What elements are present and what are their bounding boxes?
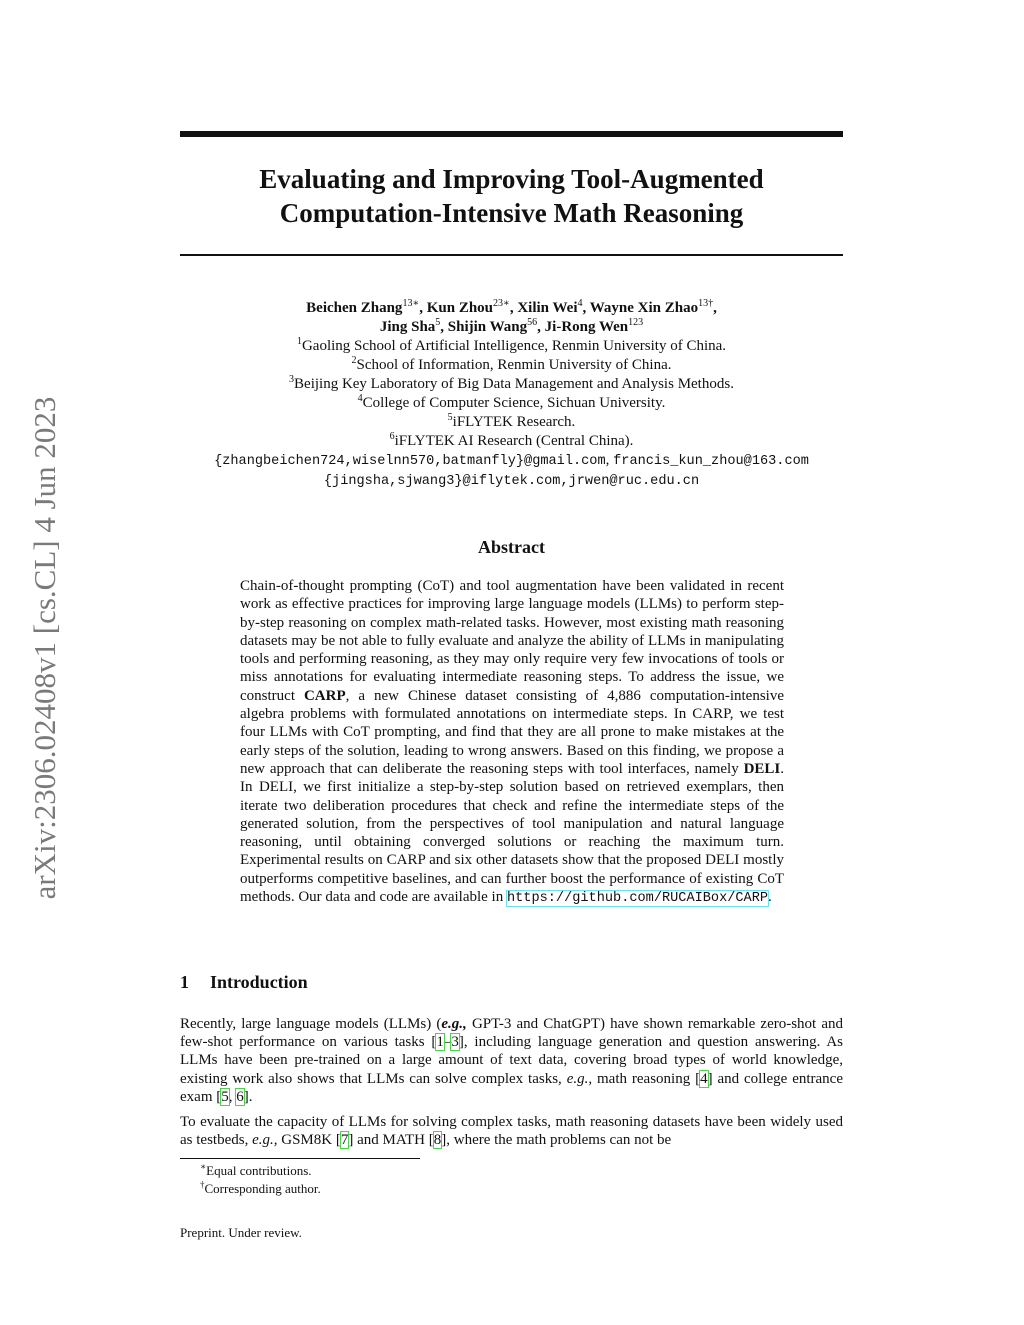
author-sep: , [509, 300, 518, 316]
title-line-1: Evaluating and Improving Tool-Augmented [259, 164, 764, 194]
preprint-notice: Preprint. Under review. [180, 1225, 302, 1240]
carp-term: CARP [303, 687, 346, 704]
author-name: Wayne Xin Zhao [589, 300, 699, 316]
footnotes [200, 1162, 800, 1198]
footnote [200, 1180, 800, 1198]
affiliation [180, 413, 843, 432]
footnote-text: Equal contributions. [206, 1163, 312, 1178]
author-affil: 123 [628, 317, 644, 328]
intro-text: – [443, 1034, 452, 1051]
author-name: Beichen Zhang [306, 300, 403, 316]
intro-text: , [228, 1088, 237, 1105]
citation-link[interactable]: 5 [221, 1088, 229, 1105]
affiliation-text: iFLYTEK Research. [452, 414, 576, 430]
author-name: Shijin Wang [447, 319, 528, 335]
author-name: Xilin Wei [517, 300, 578, 316]
author-affil: 13† [698, 298, 714, 309]
intro-paragraph [180, 1015, 843, 1106]
citation-link[interactable]: 3 [451, 1034, 459, 1051]
affiliation-mark: 5 [447, 412, 453, 423]
intro-text: GPT-3 and ChatGPT) have shown remarkable zero-shot and few-shot performance on various tasks [ [180, 1016, 843, 1051]
footnote [200, 1162, 800, 1180]
affiliation [180, 394, 843, 413]
author-line-1 [180, 299, 843, 318]
intro-text: ], where the math problems can not be [441, 1132, 672, 1149]
intro-text: ]. [243, 1088, 253, 1105]
intro-text: To evaluate the capacity of LLMs for solving complex tasks, math reasoning datasets have been widely used as testbeds, [180, 1114, 843, 1149]
github-link[interactable]: https://github.com/RUCAIBox/CARP [506, 891, 769, 907]
citation-link[interactable]: 1 [436, 1034, 444, 1051]
author-sep: , [419, 300, 427, 316]
citation-link[interactable]: 8 [433, 1132, 442, 1149]
email-group: {zhangbeichen724,wiselnn570,batmanfly}@gmail.com [214, 454, 606, 469]
title-top-rule [180, 131, 843, 137]
author-sep: , [537, 319, 545, 335]
introduction-body [180, 1015, 843, 1156]
abstract-text: . [768, 889, 772, 906]
author-name: Ji-Rong Wen [544, 319, 629, 335]
abstract-text: . In DELI, we first initialize a step-by-step solution based on retrieved exemplars, then iterate two deliberation procedures that check and refine the intermediate steps of the generated solution, from the perspectives of tool manipulation and natural language reasoning, until obtaining converged solutions or reaching the maximum turn. Experimental results on CARP and six other datasets show that the proposed DELI mostly outperforms competitive baselines, and can further boost the performance of existing CoT methods. Our data and code are available in [240, 760, 784, 906]
affiliation [180, 375, 843, 394]
footnote-mark: ∗ [200, 1161, 207, 1172]
author-block [180, 299, 843, 491]
author-line-2 [180, 318, 843, 337]
citation-link[interactable]: 6 [236, 1088, 244, 1105]
footnote-text: Corresponding author. [204, 1181, 321, 1196]
abstract-text: Chain-of-thought prompting (CoT) and tool augmentation have been validated in recent work as effective practices for improving large language models (LLMs) to perform step-by-step reasoning on complex math-related tasks. However, most existing math reasoning datasets may be not able to fully evaluate and analyze the ability of LLMs in manipulating tools and performing reasoning, as they may only require very few invocations of tools or miss annotations for evaluating intermediate reasoning steps. To address the issue, we construct [240, 578, 784, 704]
author-sep: , [582, 300, 590, 316]
title-line-2: Computation-Intensive Math Reasoning [279, 198, 744, 228]
footnote-mark: † [200, 1179, 205, 1190]
email-address: francis_kun_zhou@163.com [613, 454, 809, 469]
email-line-2 [180, 471, 843, 491]
citation-link[interactable]: 4 [700, 1070, 708, 1087]
affiliation-text: iFLYTEK AI Research (Central China). [394, 433, 634, 449]
section-number: 1 [180, 972, 189, 992]
intro-text: math reasoning [ [592, 1070, 701, 1087]
affiliation [180, 432, 843, 451]
abstract-body [240, 577, 784, 908]
title-bottom-rule [180, 254, 843, 256]
intro-emphasis: e.g., [566, 1070, 593, 1087]
paper-title [180, 162, 843, 230]
email-group: {jingsha,sjwang3}@iflytek.com,jrwen@ruc.edu.cn [323, 474, 700, 489]
abstract-heading: Abstract [478, 537, 545, 557]
intro-text: ] and MATH [ [348, 1132, 434, 1149]
section-title: Introduction [210, 972, 308, 992]
affiliation-mark: 6 [389, 431, 395, 442]
affiliation-text: School of Information, Renmin University of China. [356, 357, 672, 373]
citation-link[interactable]: 7 [340, 1132, 349, 1149]
intro-text: Recently, large language models (LLMs) ( [180, 1016, 442, 1032]
affiliation-mark: 1 [296, 336, 302, 347]
author-sep: , [713, 300, 717, 316]
affiliation-mark: 4 [357, 393, 363, 404]
intro-text: GSM8K [ [277, 1132, 341, 1149]
affiliation-text: College of Computer Science, Sichuan University. [362, 395, 666, 411]
author-affil: 13∗ [402, 298, 420, 309]
email-sep: , [605, 452, 614, 468]
footnote-rule [180, 1158, 420, 1159]
author-affil: 4 [577, 298, 583, 309]
author-name: Kun Zhou [426, 300, 494, 316]
email-line-1 [180, 451, 843, 471]
author-name: Jing Sha [379, 319, 436, 335]
affiliation-mark: 3 [289, 374, 295, 385]
affiliation-mark: 2 [351, 355, 357, 366]
intro-text: ] and college entrance exam [ [180, 1070, 843, 1105]
intro-paragraph [180, 1113, 843, 1149]
affiliation [180, 337, 843, 356]
author-affil: 5 [435, 317, 441, 328]
intro-emphasis: e.g., [252, 1132, 278, 1149]
intro-text: ], including language generation and question answering. As LLMs have been pre-trained on a large amount of text data, covering broad types of world knowledge, existing work also shows that LLMs can solve complex tasks, [180, 1034, 844, 1087]
author-sep: , [440, 319, 448, 335]
affiliation-text: Gaoling School of Artificial Intelligence, Renmin University of China. [301, 338, 727, 354]
intro-emphasis: e.g., [441, 1016, 467, 1032]
author-affil: 23∗ [493, 298, 510, 309]
section-heading [180, 972, 843, 993]
deli-term: DELI [743, 760, 781, 777]
abstract-text: , a new Chinese dataset consisting of 4,886 computation-intensive algebra problems with formulated annotations on intermediate steps. In CARP, we test four LLMs with CoT prompting, and find that they are all prone to make mistakes at the early steps of the solution, leading to wrong answers. Based on this finding, we propose a new approach that can deliberate the reasoning steps with tool interfaces, namely [240, 687, 785, 777]
author-affil: 56 [527, 317, 538, 328]
arxiv-stamp: arXiv:2306.02408v1 [cs.CL] 4 Jun 2023 [27, 396, 62, 900]
affiliation [180, 356, 843, 375]
affiliation-text: Beijing Key Laboratory of Big Data Management and Analysis Methods. [294, 376, 734, 392]
